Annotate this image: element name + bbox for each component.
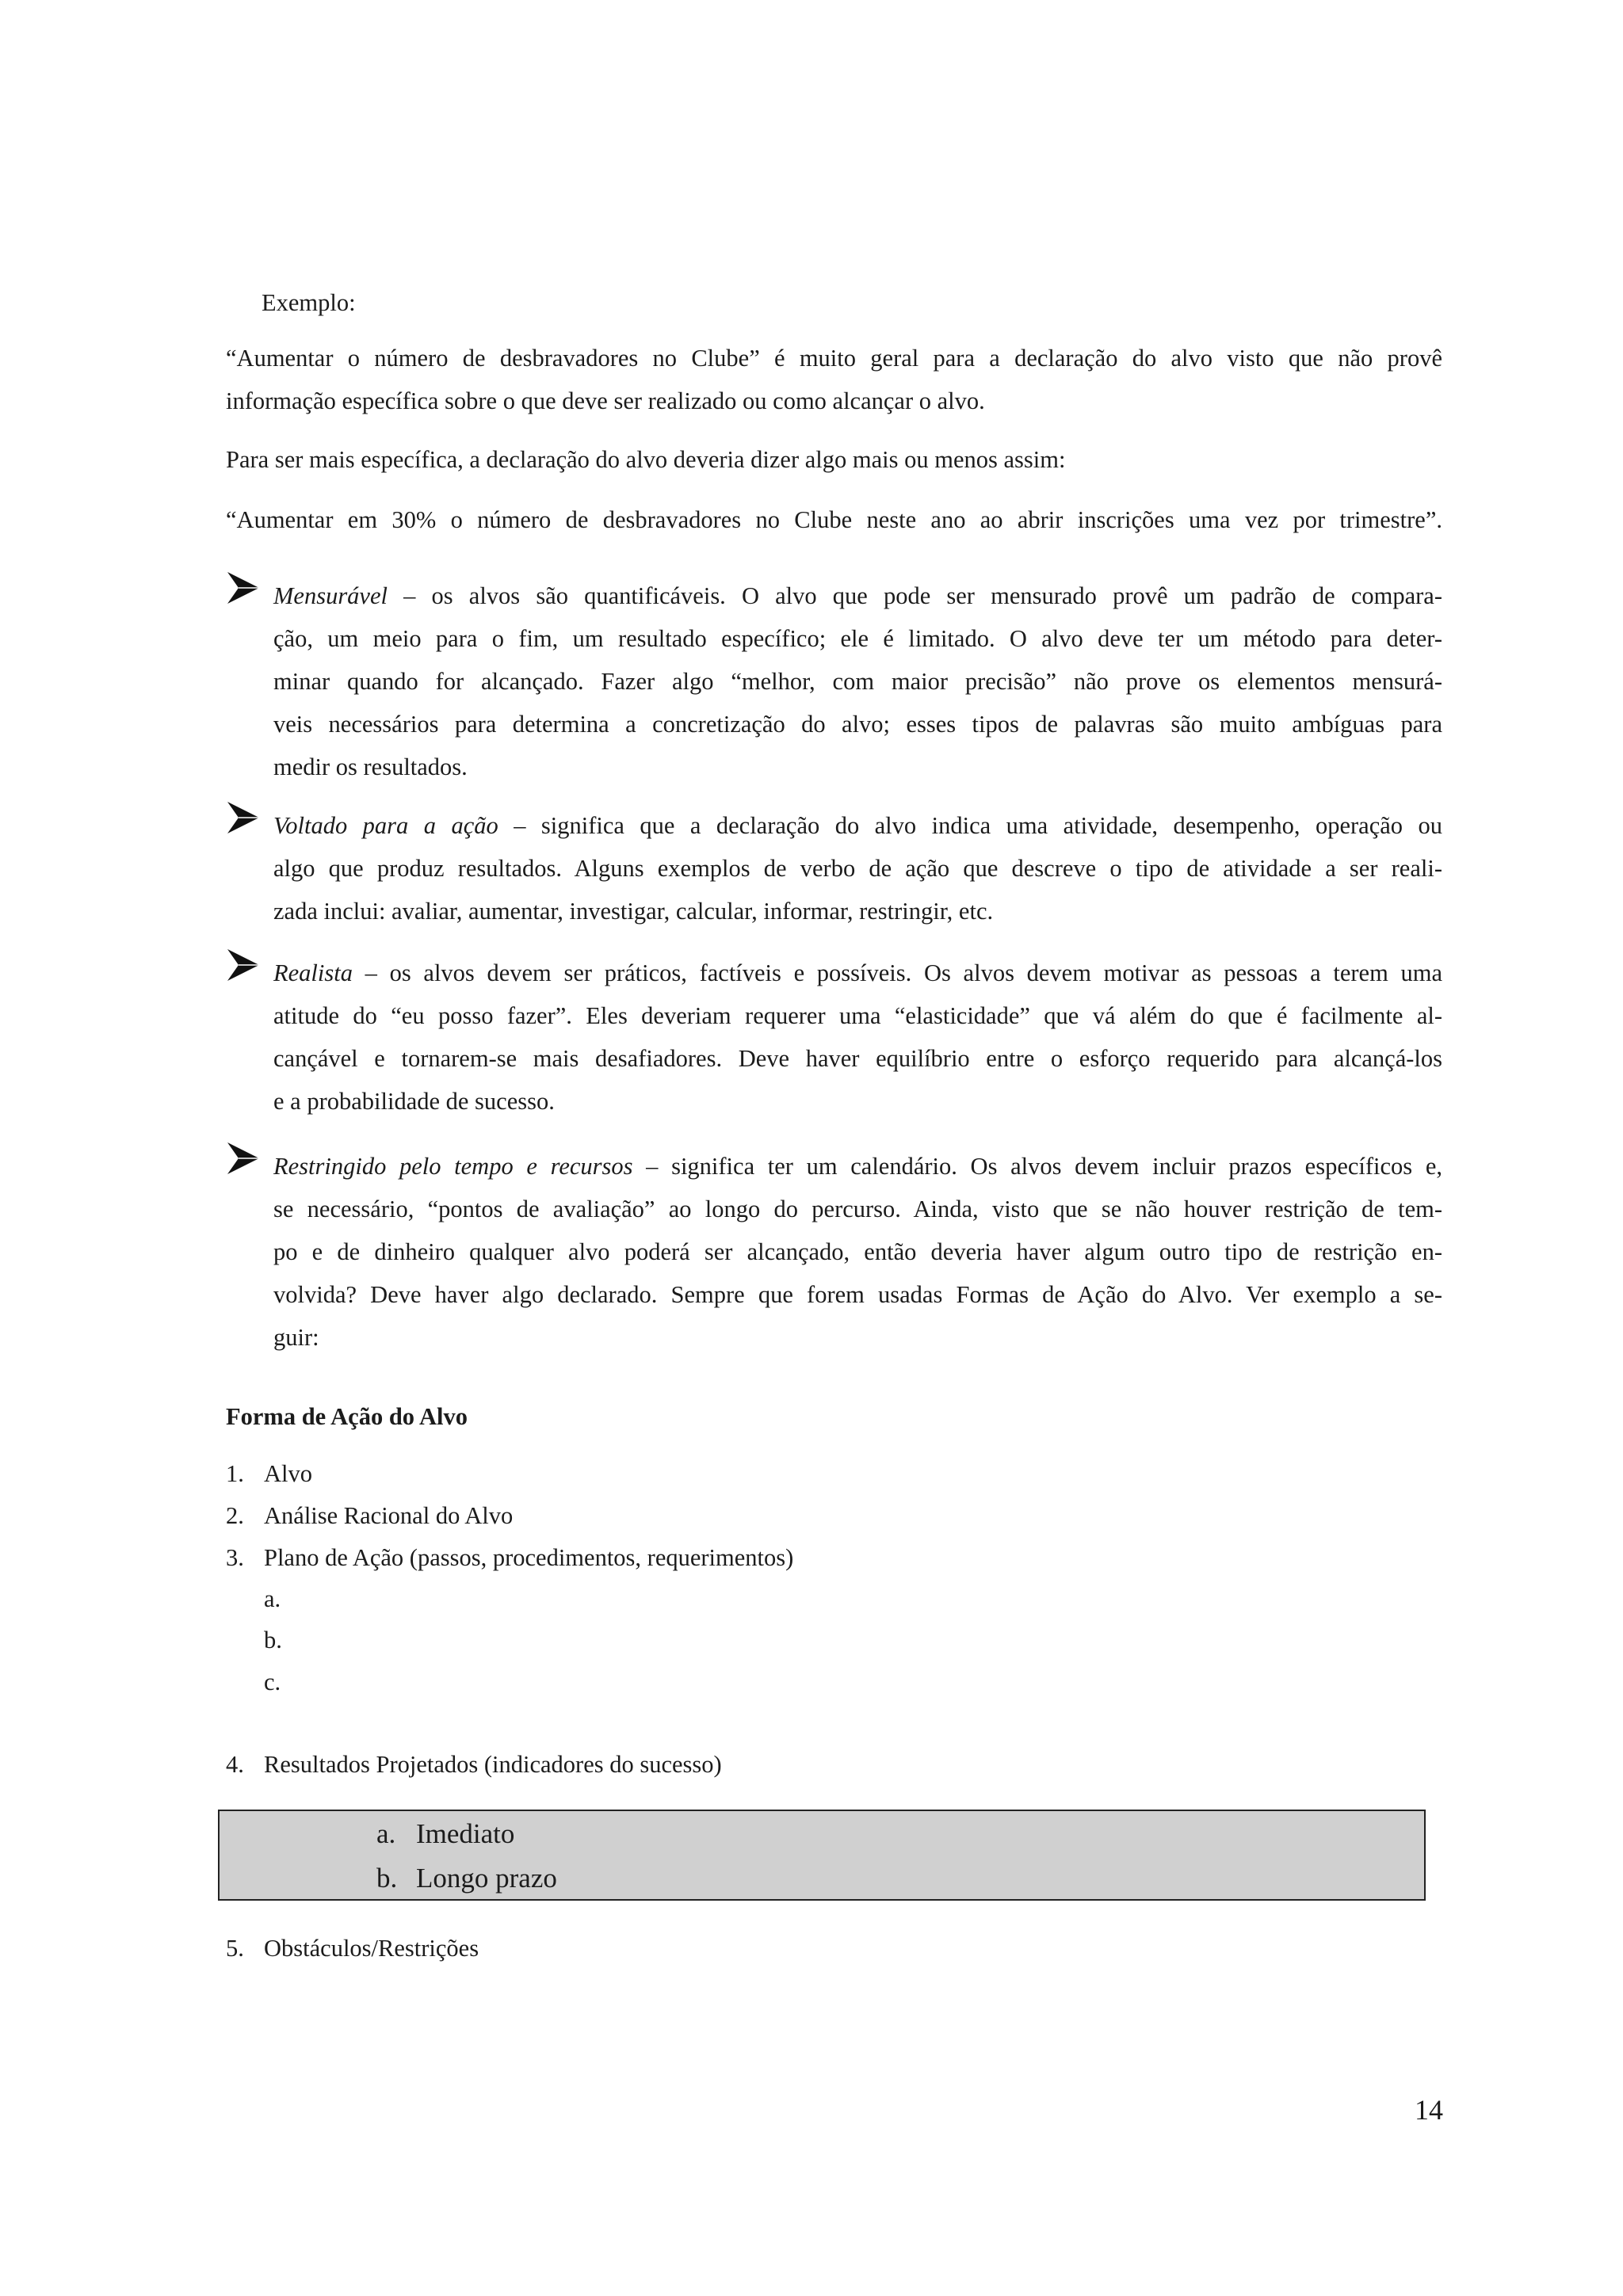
bullet-line: e a probabilidade de sucesso.: [273, 1088, 555, 1115]
list-item: 2. Análise Racional do Alvo: [226, 1502, 514, 1529]
sub-list-item: b.: [264, 1627, 282, 1653]
sub-list-item: b. Longo prazo: [376, 1863, 557, 1894]
bullet-line: cançável e tornarem-se mais desafiadores. Deve haver equilíbrio entre o esforço requerido para alcançá-los: [273, 1045, 1442, 1072]
list-item: 3. Plano de Ação (passos, procedimentos, requerimentos): [226, 1544, 794, 1571]
paragraph-3: “Aumentar em 30% o número de desbravadores no Clube neste ano ao abrir inscrições uma vez por trimestre”.: [226, 506, 1442, 533]
bullet-line: minar quando for alcançado. Fazer algo “melhor, com maior precisão” não prove os elementos mensurá-: [273, 668, 1442, 695]
bullet-line: medir os resultados.: [273, 753, 468, 780]
bullet-line: se necessário, “pontos de avaliação” ao longo do percurso. Ainda, visto que se não houver restrição de tem-: [273, 1196, 1442, 1222]
bullet-line: Restringido pelo tempo e recursos – significa ter um calendário. Os alvos devem incluir prazos específicos e,: [273, 1153, 1442, 1180]
bullet-line: volvida? Deve haver algo declarado. Sempre que forem usadas Formas de Ação do Alvo. Ver exemplo a se-: [273, 1281, 1442, 1308]
bullet-line: atitude do “eu posso fazer”. Eles deveriam requerer uma “elasticidade” que vá além do que é facilmente al-: [273, 1002, 1442, 1029]
bullet-restringido: [226, 1141, 1442, 1355]
section-heading: Forma de Ação do Alvo: [226, 1403, 468, 1430]
list-item: 5. Obstáculos/Restrições: [226, 1935, 479, 1962]
highlighted-sublist-box: [218, 1810, 1426, 1901]
bullet-line: ção, um meio para o fim, um resultado específico; ele é limitado. O alvo deve ter um método para deter-: [273, 625, 1442, 652]
arrow-bullet-icon: [226, 570, 261, 605]
sub-list-item: a. Imediato: [376, 1818, 515, 1849]
bullet-line: Voltado para a ação – significa que a declaração do alvo indica uma atividade, desempenho, operação ou: [273, 812, 1442, 839]
bullet-line: guir:: [273, 1324, 319, 1351]
paragraph-2: Para ser mais específica, a declaração do alvo deveria dizer algo mais ou menos assim:: [226, 446, 1066, 473]
bullet-mensuravel: [226, 570, 1442, 780]
sub-list-item: c.: [264, 1669, 281, 1695]
arrow-bullet-icon: [226, 948, 261, 982]
bullet-line: algo que produz resultados. Alguns exemplos de verbo de ação que descreve o tipo de atividade a ser reali-: [273, 855, 1442, 882]
bullet-line: Realista – os alvos devem ser práticos, factíveis e possíveis. Os alvos devem motivar as pessoas a terem uma: [273, 959, 1442, 986]
bullet-realista: [226, 948, 1442, 1122]
arrow-bullet-icon: [226, 1141, 261, 1176]
bullet-line: veis necessários para determina a concretização do alvo; esses tipos de palavras são muito ambíguas para: [273, 711, 1442, 738]
sub-list-item: a.: [264, 1585, 281, 1612]
example-label: Exemplo:: [262, 289, 356, 316]
page-number: 14: [1415, 2094, 1443, 2126]
bullet-term: Restringido pelo tempo e recursos: [273, 1153, 633, 1180]
list-item: 4. Resultados Projetados (indicadores do sucesso): [226, 1751, 722, 1778]
bullet-term: Voltado para a ação: [273, 812, 498, 839]
paragraph-1-line-2: informação específica sobre o que deve ser realizado ou como alcançar o alvo.: [226, 387, 985, 414]
arrow-bullet-icon: [226, 800, 261, 835]
list-item: 1. Alvo: [226, 1460, 312, 1487]
bullet-term: Mensurável: [273, 582, 388, 609]
bullet-voltado-para-a-acao: [226, 800, 1442, 927]
bullet-term: Realista: [273, 959, 353, 986]
paragraph-1-line-1: “Aumentar o número de desbravadores no Clube” é muito geral para a declaração do alvo visto que não provê: [226, 345, 1442, 372]
bullet-line: Mensurável – os alvos são quantificáveis. O alvo que pode ser mensurado provê um padrão de compara-: [273, 582, 1442, 609]
bullet-line: zada inclui: avaliar, aumentar, investigar, calcular, informar, restringir, etc.: [273, 898, 994, 925]
bullet-line: po e de dinheiro qualquer alvo poderá ser alcançado, então deveria haver algum outro tipo de restrição en-: [273, 1238, 1442, 1265]
